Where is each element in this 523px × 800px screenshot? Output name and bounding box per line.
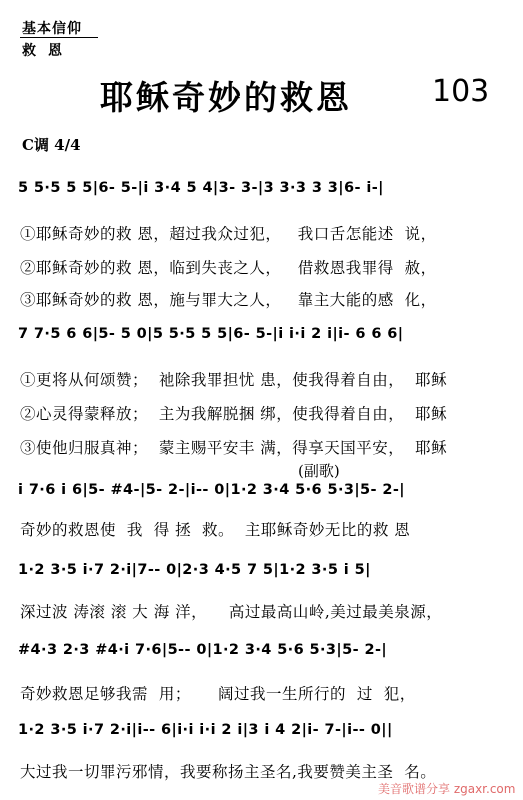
site-watermark: 美音歌谱分享 zgaxr.com <box>378 782 516 796</box>
lyric-line: ②心灵得蒙释放； 主为我解脱捆 绑，使我得着自由， 耶稣 <box>20 405 448 423</box>
notation-line: 1·2 3·5 i·7 2·i|i-- 6|i·i i·i 2 i|3 i 4 2|i- 7-|i-- 0|| <box>18 722 393 738</box>
lyric-line: ③耶稣奇妙的救 恩，施与罪大之人， 靠主大能的感 化， <box>20 291 437 309</box>
lyric-line: 奇妙救恩足够我需 用； 阔过我一生所行的 过 犯， <box>20 685 416 703</box>
category-divider <box>20 37 98 38</box>
refrain-label: (副歌) <box>298 462 340 480</box>
notation-line: #4·3 2·3 #4·i 7·6|5-- 0|1·2 3·4 5·6 5·3|5- 2-| <box>18 642 388 658</box>
hymn-title: 耶稣奇妙的救恩 <box>100 78 352 117</box>
notation-line: 7 7·5 6 6|5- 5 0|5 5·5 5 5|6- 5-|i i·i 2 i|i- 6 6 6| <box>18 326 404 342</box>
lyric-line: ①更将从何颂赞； 祂除我罪担忧 患，使我得着自由， 耶稣 <box>20 371 448 389</box>
key-signature: C调 4/4 <box>22 136 81 154</box>
notation-line: 5 5·5 5 5|6- 5-|i 3·4 5 4|3- 3-|3 3·3 3 3|6- i-| <box>18 180 384 196</box>
notation-line: i 7·6 i 6|5- #4-|5- 2-|i-- 0|1·2 3·4 5·6 5·3|5- 2-| <box>18 482 406 498</box>
subcategory-label: 救恩 <box>22 43 74 59</box>
hymn-number: 103 <box>432 74 490 109</box>
lyric-line: 大过我一切罪污邪情，我要称扬主圣名,我要赞美主圣 名。 <box>20 763 437 781</box>
lyric-line: 深过波 涛滚 滚 大 海 洋， 高过最高山岭,美过最美泉源， <box>20 603 443 621</box>
lyric-line: ①耶稣奇妙的救 恩，超过我众过犯， 我口舌怎能述 说， <box>20 225 437 243</box>
notation-line: 1·2 3·5 i·7 2·i|7-- 0|2·3 4·5 7 5|1·2 3·5 i 5| <box>18 562 371 578</box>
category-label: 基本信仰 <box>22 21 82 37</box>
lyric-line: ③使他归服真神； 蒙主赐平安丰 满，得享天国平安， 耶稣 <box>20 439 448 457</box>
lyric-line: ②耶稣奇妙的救 恩，临到失丧之人， 借救恩我罪得 赦， <box>20 259 437 277</box>
lyric-line: 奇妙的救恩使 我 得 拯 救。 主耶稣奇妙无比的救 恩 <box>20 521 411 539</box>
